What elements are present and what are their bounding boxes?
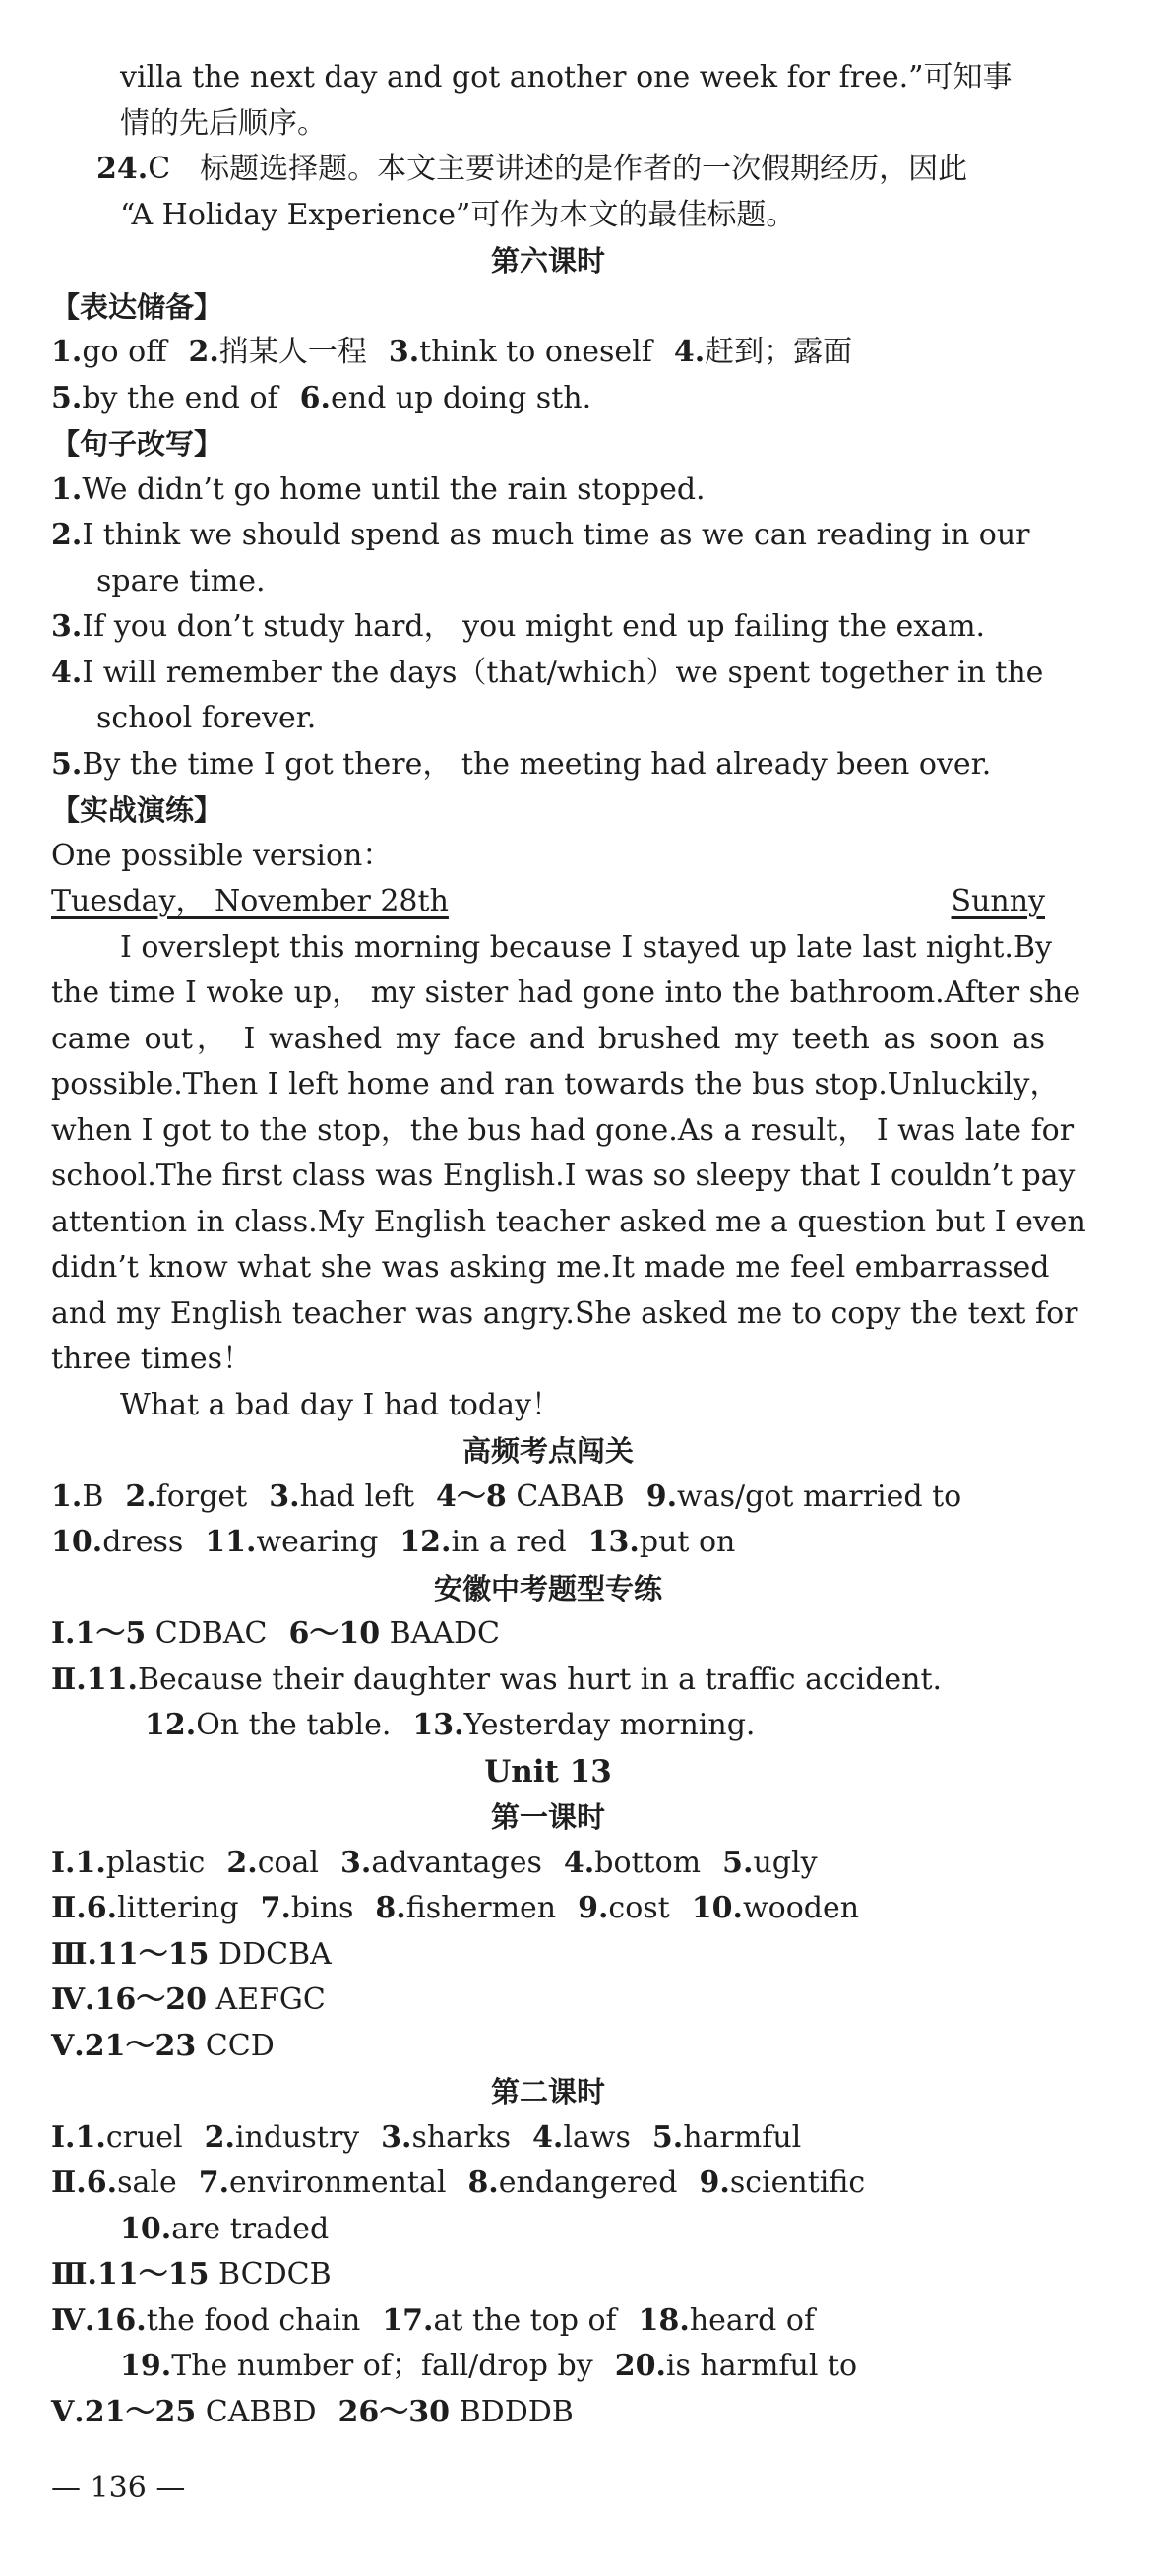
answer-text: C 标题选择题。本文主要讲述的是作者的一次假期经历，因此 (148, 152, 968, 186)
answer-line: Ⅱ.6.sale 7.environmental 8.endangered 9.scientific (51, 2166, 866, 2200)
answer-line: Ⅲ.11～15 BCDCB (51, 2257, 332, 2292)
answer-line: Ⅲ.11～15 DDCBA (51, 1936, 332, 1972)
answer-line: Ⅳ.16.the food chain 17.at the top of 18.heard of (51, 2302, 816, 2338)
answer-line: Ⅰ.1～5 CDBAC 6～10 BAADC (51, 1616, 501, 1651)
essay-line: I overslept this morning because I stayed up late last night.By (120, 929, 1052, 965)
section-title: 高频考点闯关 (461, 1434, 634, 1468)
question-number: 24. (96, 152, 149, 186)
essay-line: came out， I washed my face and brushed my teeth as soon as (51, 1021, 1045, 1056)
answer-line: Ⅰ.1.cruel 2.industry 3.sharks 4.laws 5.harmful (51, 2119, 802, 2155)
section-label: 【表达储备】 (51, 289, 223, 324)
answer-line: Ⅴ.21～23 CCD (51, 2028, 275, 2063)
answer-line: 10.are traded (120, 2211, 330, 2246)
essay-line: didn’t know what she was asking me.It made me feel embarrassed (51, 1250, 1050, 1285)
rewrite-line: 5.By the time I got there， the meeting had already been over. (51, 746, 992, 782)
answer-text: 情的先后顺序。 (120, 105, 327, 141)
answer-line: Ⅴ.21～25 CABBD 26～30 BDDDB (51, 2394, 574, 2429)
answer-text: “A Holiday Experience”可作为本文的最佳标题。 (120, 197, 796, 232)
essay-line: three times！ (51, 1342, 253, 1376)
version-label: One possible version： (51, 838, 393, 873)
answer-line: Ⅱ.6.littering 7.bins 8.fishermen 9.cost 10.wooden (51, 1891, 860, 1925)
essay-line: the time I woke up， my sister had gone into the bathroom.After she (51, 975, 1081, 1010)
answer-text: villa the next day and got another one week for free.”可知事 (120, 60, 1013, 94)
essay-line: attention in class.My English teacher asked me a question but I even (51, 1204, 1086, 1239)
essay-line: and my English teacher was angry.She asked me to copy the text for (51, 1295, 1078, 1331)
answer-line: 12.On the table. 13.Yesterday morning. (145, 1708, 756, 1742)
essay-line: when I got to the stop，the bus had gone.As a result， I was late for (51, 1112, 1075, 1148)
content-column (51, 55, 1086, 2435)
rewrite-line: school forever. (96, 701, 317, 735)
essay-line: possible.Then I left home and ran towards the bus stop.Unluckily， (51, 1067, 1060, 1101)
rewrite-line: spare time. (96, 563, 266, 598)
answer-line: 19.The number of；fall/drop by 20.is harmful to (120, 2349, 858, 2383)
answer-line: 5.by the end of 6.end up doing sth. (51, 380, 592, 415)
answer-line: Ⅰ.1.plastic 2.coal 3.advantages 4.bottom 5.ugly (51, 1845, 818, 1880)
diary-date: Tuesday， November 28th (51, 884, 449, 918)
section-label: 【实战演练】 (51, 793, 223, 827)
lesson-title: 第一课时 (490, 1800, 605, 1834)
answer-line: Ⅱ.11.Because their daughter was hurt in a traffic accident. (51, 1662, 943, 1697)
essay-line: school.The first class was English.I was so sleepy that I couldn’t pay (51, 1159, 1076, 1193)
lesson-title: 第二课时 (490, 2075, 605, 2108)
answer-line: 10.dress 11.wearing 12.in a red 13.put on (51, 1525, 736, 1559)
page-number: — 136 — (51, 2471, 186, 2505)
rewrite-line: 4.I will remember the days（that/which）we spent together in the (51, 655, 1044, 690)
rewrite-line: 2.I think we should spend as much time as we can reading in our (51, 518, 1030, 552)
essay-line: What a bad day I had today！ (120, 1387, 561, 1422)
unit-title: Unit 13 (484, 1753, 612, 1790)
diary-header (51, 879, 1045, 925)
answer-line: 1.go off 2.捎某人一程 3.think to oneself 4.赶到；露面 (51, 335, 853, 369)
answer-line: Ⅳ.16～20 AEFGC (51, 1982, 326, 2017)
answer-line: 1.B 2.forget 3.had left 4～8 CABAB 9.was/got married to (51, 1478, 962, 1514)
lesson-title: 第六课时 (490, 244, 605, 278)
rewrite-line: 3.If you don’t study hard， you might end up failing the exam. (51, 609, 986, 644)
answer-24 (51, 147, 1045, 193)
section-label: 【句子改写】 (51, 427, 223, 461)
diary-weather: Sunny (951, 884, 1045, 918)
rewrite-line: 1.We didn’t go home until the rain stopped. (51, 471, 706, 507)
section-title: 安徽中考题型专练 (433, 1571, 662, 1605)
